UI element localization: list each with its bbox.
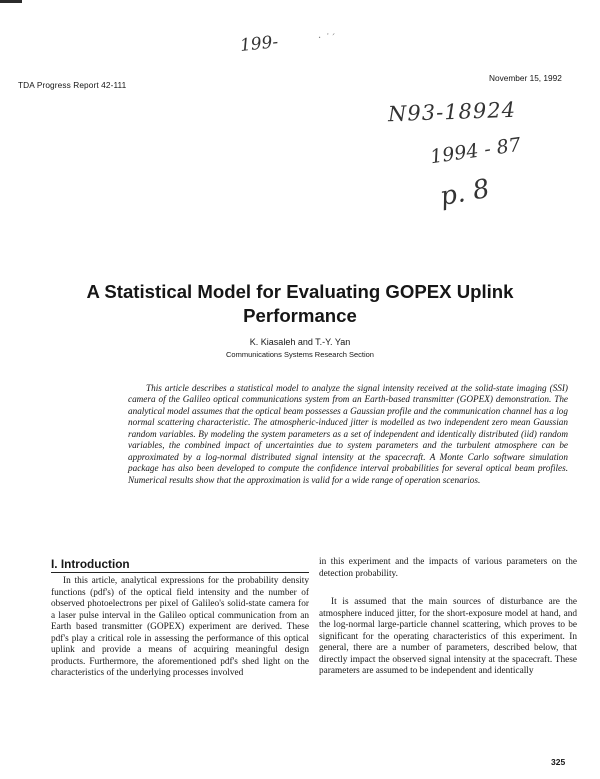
handwritten-page-count: p. 8 [437,173,492,213]
page-number: 325 [551,757,566,767]
handwritten-marks: · ˙ ′ [318,33,335,44]
right-column [319,597,577,678]
report-date: November 15, 1992 [489,73,562,83]
left-column [51,576,309,680]
article-title [0,280,600,328]
heading-rule [51,572,309,573]
abstract-text: This article describes a statistical model to analyze the signal intensity received at the solid-state imaging (SSI) camera of the Galileo optical communications system from an Earth-based transmitter (GOPEX) demonstration. The analytical model assumes that the optical beam possesses a Gaussian profile and the communication channel has a log normal scattering characteristic. The atmospheric-induced jitter is modelled as two independent zero mean Gaussian random variables. By modeling the system parameters as a set of independent and identically distributed (iid) random variables, the combined impact of uncertainties due to system parameters and the turbulent atmosphere can be approximated by a log-normal distributed signal intensity at the spacecraft. A Monte Carlo software simulation package has also been developed to compute the confidence interval probabilities for several optical beam profiles. Numerical results show that the approximation is valid for a wide range of operation scenarios. [128,383,568,485]
authors: K. Kiasaleh and T.-Y. Yan [249,337,351,347]
handwritten-accession-number: N93-18924 [387,97,517,127]
scan-edge-mark [0,0,22,3]
intro-paragraph-2: It is assumed that the main sources of disturbance are the atmosphere induced jitter, for the short-exposure model at hand, and the log-normal large-particle channel scattering, which proves to be significant for the operating characteristics of this experiment. In general, there are a number of parameters, described below, that directly impact the observed signal intensity at the spacecraft. These parameters are assumed to be independent and identically [319,597,577,676]
right-column-continuation [319,557,577,580]
title-line-2: Performance [243,305,357,326]
author-affiliation: Communications Systems Research Section [226,350,374,359]
handwritten-year: 199- [239,32,280,56]
report-id: TDA Progress Report 42-111 [18,80,127,90]
title-line-1: A Statistical Model for Evaluating GOPEX Uplink [86,281,514,302]
section-heading-introduction: I. Introduction [51,557,130,571]
handwritten-second-number: 1994 - 87 [428,133,523,169]
intro-paragraph-1-continued: in this experiment and the impacts of various parameters on the detection probability. [319,557,577,579]
abstract [128,383,568,486]
intro-paragraph-1: In this article, analytical expressions for the probability density functions (pdf's) of the optical field intensity and the number of observed photoelectrons per pixel of Galileo's solid-state camera for a laser pulse interval in the Galileo optical communication from an Earth based transmitter (GOPEX) experiment are derived. These pdf's play a critical role in assessing the performance of this optical uplink and provide a means of acquiring meaningful design products. Furthermore, the aforementioned pdf's shed light on the characteristics of the underlying processes involved [51,576,309,678]
